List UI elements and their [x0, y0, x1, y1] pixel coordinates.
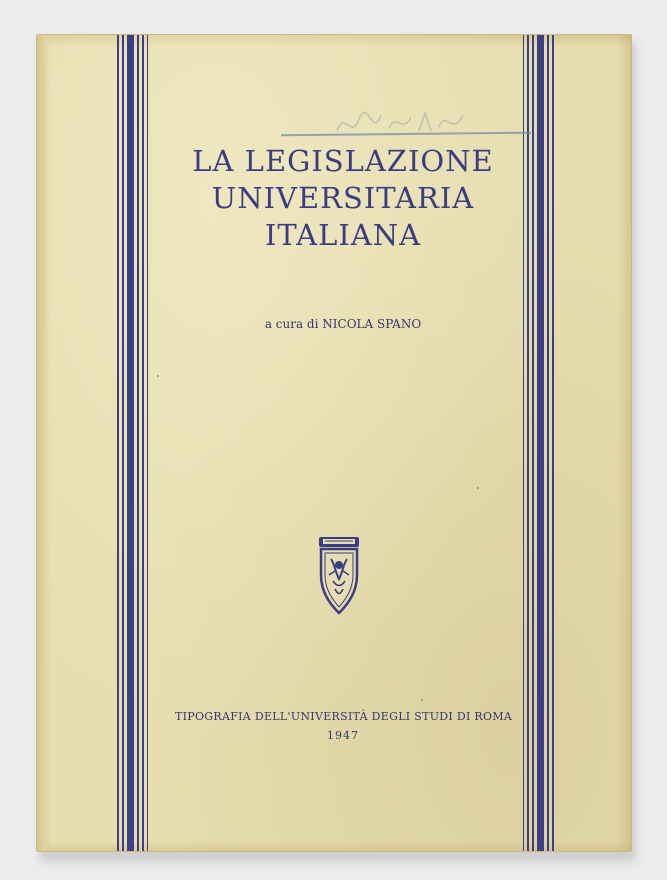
book-cover — [36, 34, 632, 852]
stripe-line — [137, 35, 139, 851]
stripe-line — [537, 35, 544, 851]
paper-speck — [421, 699, 423, 701]
left-stripe-band — [117, 35, 157, 851]
right-stripe-band — [523, 35, 563, 851]
spine-edge — [37, 35, 47, 851]
editor-credit: a cura di NICOLA SPANO — [264, 317, 422, 331]
stripe-line — [122, 35, 124, 851]
book-title — [175, 143, 511, 254]
title-line: UNIVERSITARIA — [211, 181, 475, 215]
stripe-line — [147, 35, 148, 851]
stripe-line — [127, 35, 134, 851]
publication-year: 1947 — [327, 729, 359, 742]
paper-speck — [477, 487, 479, 489]
stripe-line — [552, 35, 554, 851]
stripe-line — [532, 35, 534, 851]
stripe-line — [142, 35, 144, 851]
stripe-line — [523, 35, 524, 851]
stripe-line — [117, 35, 119, 851]
university-crest-icon — [315, 535, 363, 615]
paper-speck — [157, 375, 159, 377]
stripe-line — [527, 35, 529, 851]
publisher-line: TIPOGRAFIA DELL'UNIVERSITÀ DEGLI STUDI DI ROMA — [175, 710, 513, 723]
stripe-line — [547, 35, 549, 851]
title-line: ITALIANA — [264, 218, 422, 252]
title-line: LA LEGISLAZIONE — [192, 144, 494, 178]
